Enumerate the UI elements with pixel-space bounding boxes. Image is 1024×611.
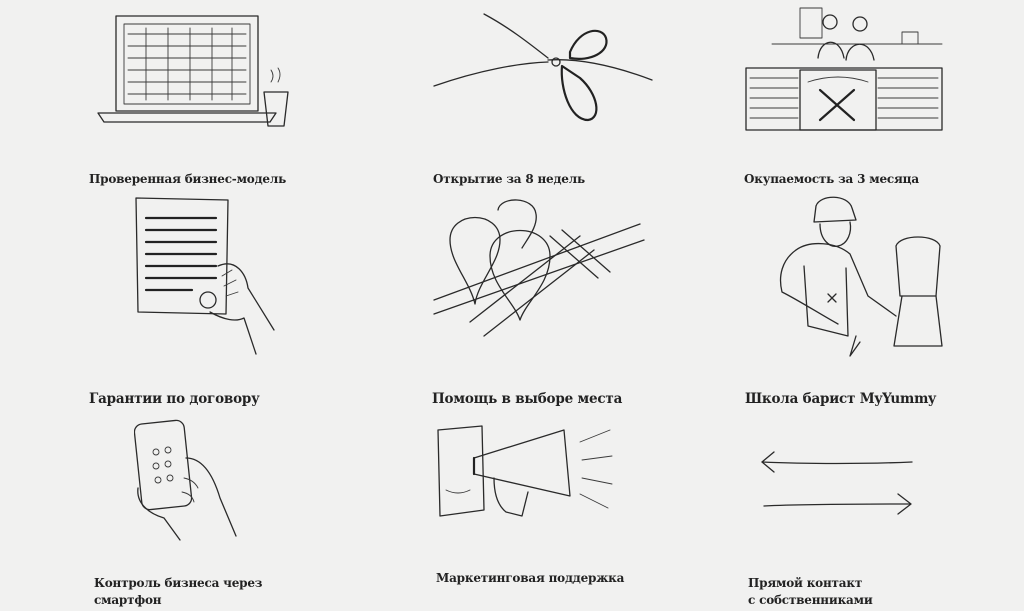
caption-line: Контроль бизнеса через — [94, 576, 263, 590]
map-pin-icon — [430, 196, 650, 356]
barista-icon — [776, 196, 946, 362]
contract-document-icon — [132, 196, 282, 356]
caption-line: с собственниками — [748, 593, 873, 607]
laptop-coffee-icon — [88, 10, 298, 135]
smartphone-hand-icon — [134, 418, 244, 548]
feature-caption — [94, 575, 262, 609]
caption-line: Прямой контакт — [748, 576, 863, 590]
feature-caption: Гарантии по договору — [89, 391, 260, 407]
feature-caption: Помощь в выборе места — [432, 391, 623, 407]
megaphone-icon — [434, 420, 614, 530]
feature-caption: Маркетинговая поддержка — [436, 571, 625, 585]
coffee-kiosk-icon — [742, 4, 947, 134]
scissors-icon — [430, 8, 660, 133]
feature-caption: Открытие за 8 недель — [433, 172, 585, 186]
feature-caption: Проверенная бизнес-модель — [89, 172, 287, 186]
feature-caption: Окупаемость за 3 месяца — [744, 172, 919, 186]
arrows-exchange-icon — [756, 448, 918, 518]
feature-caption: Школа барист MyYummy — [745, 391, 936, 407]
caption-line: смартфон — [94, 593, 162, 607]
feature-caption — [748, 575, 873, 609]
